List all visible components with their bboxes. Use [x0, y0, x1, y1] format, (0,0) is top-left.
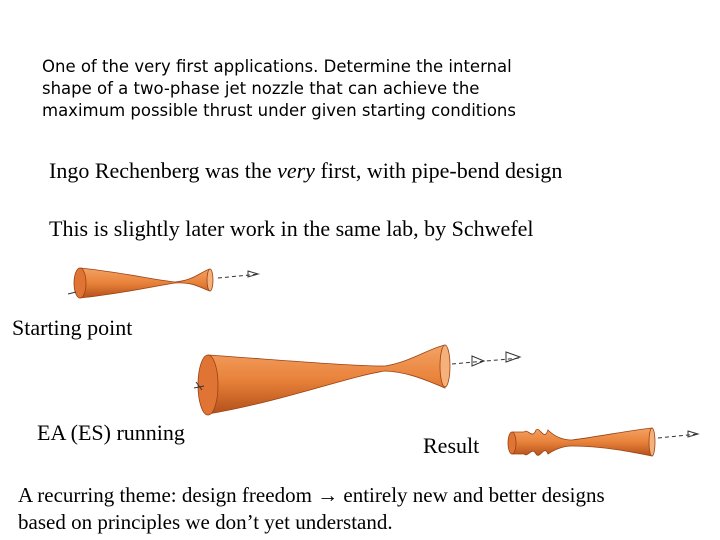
- conclusion-text-after: entirely new and better designs: [338, 483, 605, 507]
- result-nozzle: [502, 418, 702, 468]
- rechenberg-text-after: first, with pipe-bend design: [314, 158, 563, 183]
- arrow-right-icon: →: [317, 483, 339, 507]
- rechenberg-text-before: Ingo Rechenberg was the: [49, 158, 278, 183]
- intro-paragraph: [42, 56, 682, 122]
- rechenberg-line: [49, 158, 562, 184]
- rechenberg-emphasis: very: [277, 158, 315, 183]
- conclusion-paragraph: [18, 482, 605, 536]
- conclusion-line-1: [18, 482, 605, 509]
- intro-line-1: One of the very first applications. Determine the internal: [42, 57, 512, 76]
- starting-point-nozzle: [60, 262, 260, 304]
- intro-line-2: shape of a two-phase jet nozzle that can achieve the: [42, 79, 480, 98]
- conclusion-line-2: based on principles we don’t yet understand.: [18, 510, 393, 534]
- schwefel-line: This is slightly later work in the same lab, by Schwefel: [49, 216, 534, 241]
- result-label: Result: [423, 433, 480, 458]
- ea-running-nozzle: [190, 330, 530, 422]
- conclusion-text-before: A recurring theme: design freedom: [18, 483, 318, 507]
- intro-line-3: maximum possible thrust under given starting conditions: [42, 101, 516, 120]
- ea-running-label: EA (ES) running: [37, 420, 185, 445]
- starting-point-label: Starting point: [12, 315, 133, 340]
